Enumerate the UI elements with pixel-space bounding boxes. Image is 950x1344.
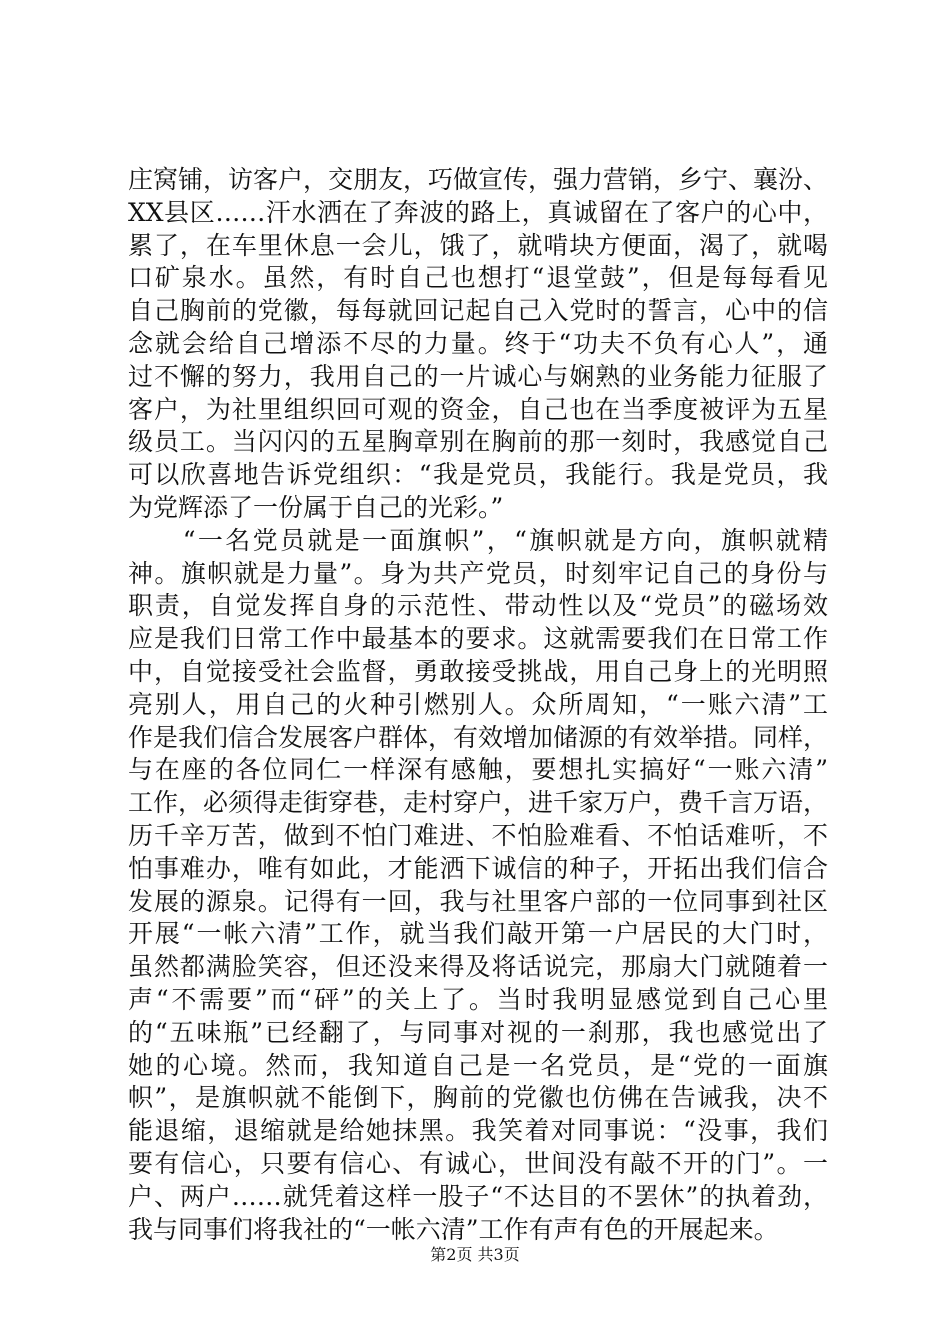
text-line: “一名党员就是一面旗帜”，“旗帜就是方向，旗帜就精 bbox=[128, 525, 828, 555]
document-body bbox=[128, 164, 828, 1246]
text-line: 作是我们信合发展客户群体，有效增加储源的有效举措。同样， bbox=[128, 722, 829, 752]
text-line: 声“不需要”而“砰”的关上了。当时我明显感觉到自己心里 bbox=[128, 984, 828, 1014]
text-line: 级员工。当闪闪的五星胸章别在胸前的那一刻时，我感觉自己 bbox=[128, 427, 828, 457]
text-line: 自己胸前的党徽，每每就回记起自己入党时的誓言，心中的信 bbox=[128, 296, 828, 326]
paragraph-2 bbox=[128, 525, 828, 1247]
text-line: XX县区……汗水洒在了奔波的路上，真诚留在了客户的心中， bbox=[128, 197, 828, 227]
paragraph-1 bbox=[128, 164, 828, 525]
text-line: 庄窝铺，访客户，交朋友，巧做宣传，强力营销，乡宁、襄汾、 bbox=[128, 165, 829, 194]
text-line: 过不懈的努力，我用自己的一片诚心与娴熟的业务能力征服了 bbox=[128, 361, 828, 391]
text-line: 历千辛万苦，做到不怕门难进、不怕脸难看、不怕话难听，不 bbox=[128, 820, 828, 850]
text-line: 她的心境。然而，我知道自己是一名党员，是“党的一面旗 bbox=[128, 1050, 828, 1080]
text-line: 神。旗帜就是力量”。身为共产党员，时刻牢记自己的身份与 bbox=[128, 558, 828, 588]
text-line: 职责，自觉发挥自身的示范性、带动性以及“党员”的磁场效 bbox=[128, 591, 828, 621]
text-line: 虽然都满脸笑容，但还没来得及将话说完，那扇大门就随着一 bbox=[128, 952, 828, 982]
text-line: 我与同事们将我社的“一帐六清”工作有声有色的开展起来。 bbox=[128, 1214, 779, 1244]
text-line: 户、两户……就凭着这样一股子“不达目的不罢休”的执着劲， bbox=[128, 1181, 828, 1211]
text-line: 能退缩，退缩就是给她抹黑。我笑着对同事说：“没事，我们 bbox=[128, 1116, 828, 1146]
text-line: 为党辉添了一份属于自己的光彩。” bbox=[128, 492, 504, 522]
text-line: 开展“一帐六清”工作，就当我们敲开第一户居民的大门时， bbox=[128, 919, 828, 949]
text-line: 发展的源泉。记得有一回，我与社里客户部的一位同事到社区 bbox=[128, 886, 828, 916]
text-line: 念就会给自己增添不尽的力量。终于“功夫不负有心人”，通 bbox=[128, 328, 828, 358]
text-line: 可以欣喜地告诉党组织：“我是党员，我能行。我是党员，我 bbox=[128, 460, 828, 490]
text-line: 亮别人，用自己的火种引燃别人。众所周知，“一账六清”工 bbox=[128, 689, 828, 719]
text-line: 累了，在车里休息一会儿，饿了，就啃块方便面，渴了，就喝 bbox=[128, 230, 828, 260]
text-line: 应是我们日常工作中最基本的要求。这就需要我们在日常工作 bbox=[128, 624, 828, 654]
text-line: 的“五味瓶”已经翻了，与同事对视的一刹那，我也感觉出了 bbox=[128, 1017, 828, 1047]
text-line: 与在座的各位同仁一样深有感触，要想扎实搞好“一账六清” bbox=[128, 755, 828, 785]
text-line: 帜”，是旗帜就不能倒下，胸前的党徽也仿佛在告诫我，决不 bbox=[128, 1083, 828, 1113]
text-line: 中，自觉接受社会监督，勇敢接受挑战，用自己身上的光明照 bbox=[128, 656, 828, 686]
text-line: 口矿泉水。虽然，有时自己也想打“退堂鼓”，但是每每看见 bbox=[128, 263, 828, 293]
text-line: 怕事难办，唯有如此，才能洒下诚信的种子，开拓出我们信合 bbox=[128, 853, 828, 883]
text-line: 工作，必须得走街穿巷，走村穿户，进千家万户，费千言万语， bbox=[128, 788, 829, 818]
page-footer bbox=[0, 1242, 950, 1265]
text-line: 客户，为社里组织回可观的资金，自己也在当季度被评为五星 bbox=[128, 394, 828, 424]
page-number-label: 第2页 共3页 bbox=[430, 1245, 520, 1264]
text-line: 要有信心，只要有信心、有诚心，世间没有敲不开的门”。一 bbox=[128, 1148, 828, 1178]
